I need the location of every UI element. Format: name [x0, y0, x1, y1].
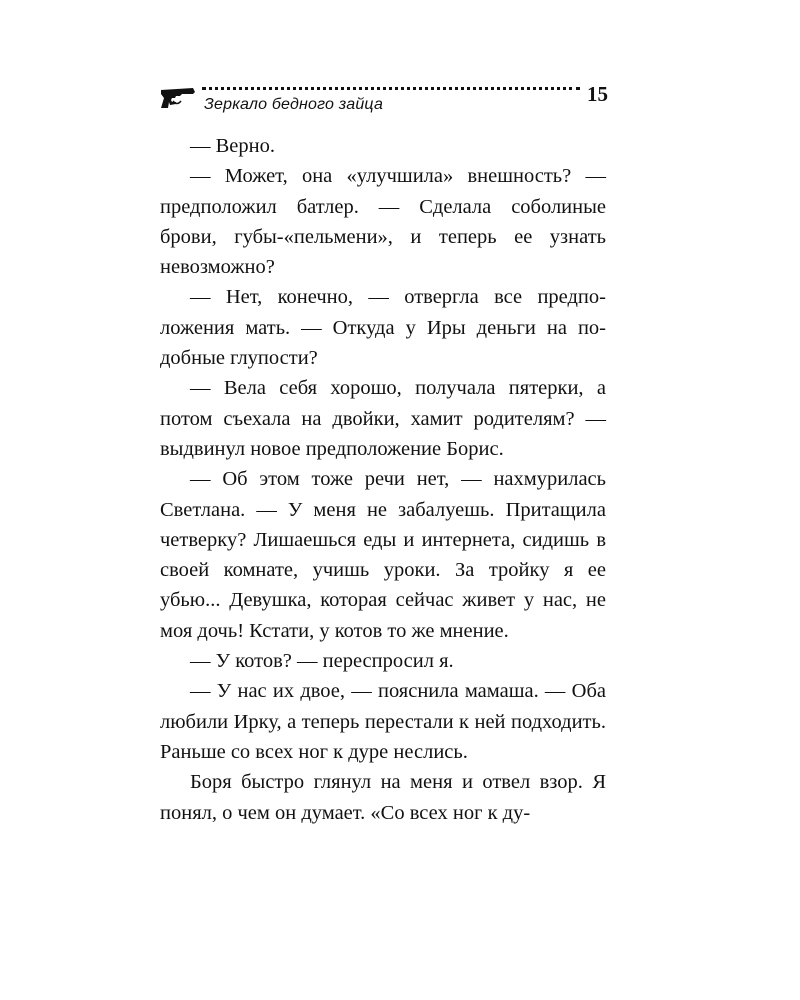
running-header: [160, 80, 610, 120]
paragraph: — Об этом тоже речи нет, — нахмурилась Светлана. — У меня не забалуешь. Притащила четверку? Лишаешься еды и интернета, сидишь в своей комнате, учишь уроки. За тройку я ее убью... Девушка, которая сейчас живет у нас, не моя дочь! Кстати, у котов то же мнение.: [160, 468, 606, 642]
paragraph: Боря быстро глянул на меня и отвел взор. Я понял, о чем он думает. «Со всех ног к ду-: [160, 771, 606, 824]
revolver-icon: [160, 84, 196, 110]
paragraph: — Верно.: [190, 135, 275, 157]
paragraph: — Может, она «улучшила» внешность? — предположил батлер. — Сделала соболиные брови, губы-«пельмени», и теперь ее узнать невозможно?: [160, 165, 606, 279]
dotted-rule: [202, 87, 580, 90]
paragraph: — Вела себя хорошо, получала пятерки, а потом съехала на двойки, хамит родителям? — выдвинул новое предположение Борис.: [160, 377, 606, 460]
body-text: [160, 131, 606, 828]
paragraph: — У котов? — переспросил я.: [190, 650, 454, 673]
running-title: Зеркало бедного зайца: [204, 96, 384, 113]
paragraph: — Нет, конечно, — отвергла все предположения мать. — Откуда у Иры деньги на подобные глупости?: [160, 286, 606, 370]
page-number: 15: [587, 82, 608, 106]
paragraph: — У нас их двое, — пояснила мамаша. — Оба любили Ирку, а теперь перестали к ней подходить. Раньше со всех ног к дуре неслись.: [160, 680, 606, 763]
